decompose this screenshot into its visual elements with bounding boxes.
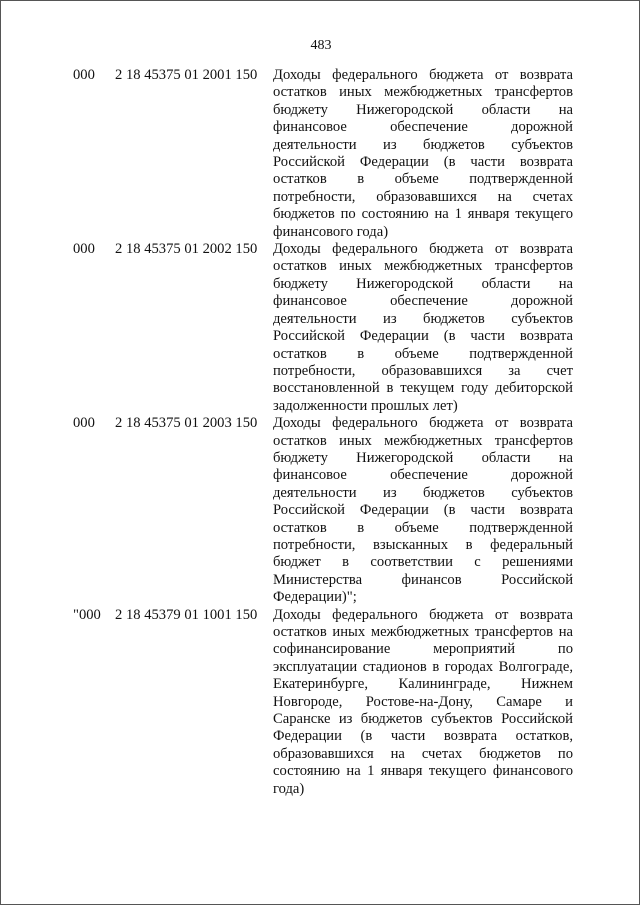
table-row — [1, 607, 640, 798]
description-line: финансового года) — [273, 223, 389, 240]
description-line: финансовое обеспечение дорожной — [273, 119, 573, 136]
table-row — [1, 241, 640, 415]
description-line: Российской Федерации (в части возврата — [273, 328, 573, 345]
description-line: деятельности из бюджетов субъектов — [273, 136, 573, 153]
description-line: остатков в объеме подтвержденной — [273, 171, 573, 188]
table-row — [1, 415, 640, 606]
description-line: задолженности прошлых лет) — [273, 397, 458, 414]
description-line: софинансирование мероприятий по — [273, 641, 573, 658]
admin-code: 000 — [73, 67, 95, 83]
table-row — [1, 67, 640, 241]
description-line: остатков в объеме подтвержденной — [273, 519, 573, 536]
description-line: Федерации)"; — [273, 589, 357, 606]
income-description — [273, 67, 573, 241]
description-line: Доходы федерального бюджета от возврата — [273, 241, 573, 258]
income-description — [273, 241, 573, 415]
description-line: потребности, образовавшихся за счет — [273, 362, 573, 379]
admin-code: "000 — [73, 606, 101, 623]
description-line: Новгороде, Ростове-на-Дону, Самаре и — [273, 693, 573, 710]
description-line: остатков иных межбюджетных трансфертов — [273, 432, 573, 449]
income-description — [273, 607, 573, 798]
description-line: остатков иных межбюджетных трансфертов — [273, 258, 573, 275]
description-line: Российской Федерации (в части возврата — [273, 154, 573, 171]
description-line: года) — [273, 780, 305, 797]
description-line: финансовое обеспечение дорожной — [273, 467, 573, 484]
description-line: бюджету Нижегородской области на — [273, 449, 573, 466]
description-line: Доходы федерального бюджета от возврата — [273, 67, 573, 83]
page-number: 483 — [310, 38, 332, 53]
budget-classification-code: 2 18 45379 01 1001 150 — [115, 606, 258, 623]
description-line: Доходы федерального бюджета от возврата — [273, 415, 573, 432]
admin-code: 000 — [73, 415, 95, 432]
budget-code-table — [1, 67, 640, 798]
description-line: остатков иных межбюджетных трансфертов — [273, 84, 573, 101]
description-line: финансовое обеспечение дорожной — [273, 293, 573, 310]
description-line: потребности, взысканных в федеральный — [273, 536, 573, 553]
description-line: Доходы федерального бюджета от возврата — [273, 606, 573, 623]
description-line: состоянию на 1 января текущего финансового — [273, 763, 573, 780]
description-line: остатков иных межбюджетных трансфертов на — [273, 624, 573, 640]
budget-classification-code: 2 18 45375 01 2001 150 — [115, 67, 258, 83]
description-line: потребности, образовавшихся на счетах — [273, 188, 573, 205]
description-line: Екатеринбурге, Калининграде, Нижнем — [273, 676, 573, 693]
description-line: деятельности из бюджетов субъектов — [273, 484, 573, 501]
description-line: восстановленной в текущем году дебиторской — [273, 380, 573, 397]
description-line: эксплуатации стадионов в городах Волгограде, — [273, 658, 573, 675]
description-line: бюджету Нижегородской области на — [273, 101, 573, 118]
description-line: остатков в объеме подтвержденной — [273, 345, 573, 362]
description-line: Российской Федерации (в части возврата — [273, 502, 573, 519]
income-description — [273, 415, 573, 606]
budget-classification-code: 2 18 45375 01 2003 150 — [115, 415, 258, 432]
budget-classification-code: 2 18 45375 01 2002 150 — [115, 241, 258, 258]
description-line: бюджетов по состоянию на 1 января текущего — [273, 206, 573, 223]
description-line: Министерства финансов Российской — [273, 571, 573, 588]
description-line: бюджету Нижегородской области на — [273, 275, 573, 292]
description-line: Саранске из бюджетов субъектов Российской — [273, 711, 573, 728]
admin-code: 000 — [73, 241, 95, 258]
description-line: Федерации (в части возврата остатков, — [273, 728, 573, 745]
description-line: образовавшихся на счетах бюджетов по — [273, 745, 573, 762]
description-line: деятельности из бюджетов субъектов — [273, 310, 573, 327]
description-line: бюджет в соответствии с решениями — [273, 554, 573, 571]
